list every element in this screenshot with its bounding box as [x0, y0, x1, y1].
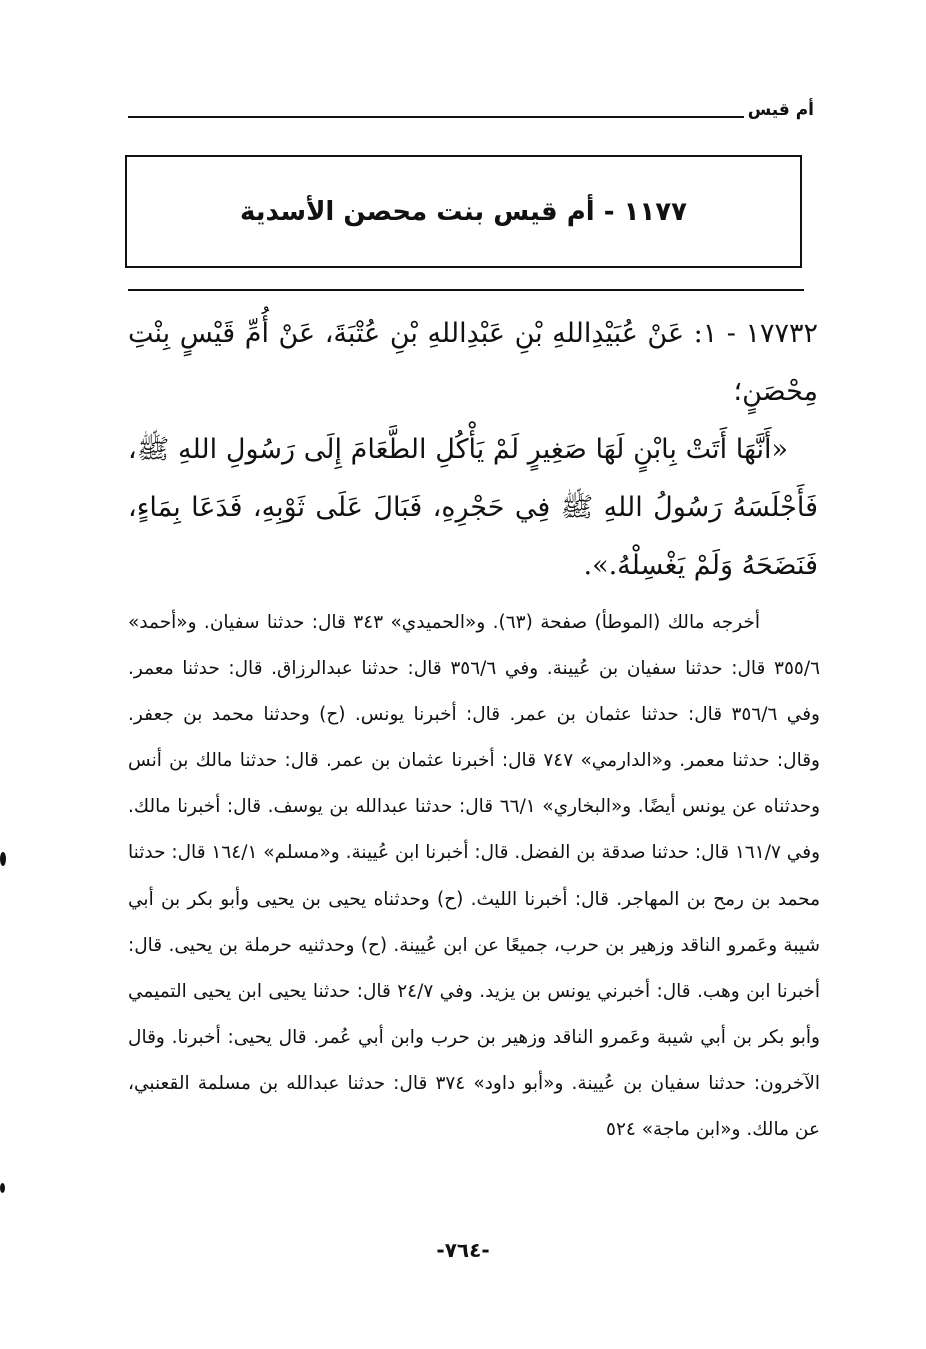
chapter-title: ١١٧٧ - أم قيس بنت محصن الأسدية: [239, 196, 688, 227]
hadith-matn: «أَنَّهَا أَتَتْ بِابْنٍ لَهَا صَغِيرٍ لَمْ يَأْكُلِ الطَّعَامَ إِلَى رَسُولِ اللهِ ﷺ، فَأَجْلَسَهُ رَسُولُ اللهِ ﷺ فِي حَجْرِهِ، فَبَالَ عَلَى ثَوْبِهِ، فَدَعَا بِمَاءٍ، فَنَضَحَهُ وَلَمْ يَغْسِلْهُ.».: [128, 434, 818, 581]
hadith-text: [128, 305, 818, 595]
page-number: -٧٦٤-: [436, 1238, 490, 1262]
scan-speck: [0, 852, 6, 866]
running-header-title: أم قيس: [747, 100, 814, 120]
chapter-title-box: [125, 155, 802, 268]
header-rule: [128, 116, 744, 118]
scan-speck: [0, 1183, 5, 1193]
takhrij-paragraph: أخرجه مالك (الموطأ) صفحة (٦٣). و«الحميدي» ٣٤٣ قال: حدثنا سفيان. و«أحمد» ٣٥٥/٦ قال: حدثنا سفيان بن عُيينة. وفي ٣٥٦/٦ قال: حدثنا عبدالرزاق. قال: حدثنا معمر. وفي ٣٥٦/٦ قال: حدثنا عثمان بن عمر. قال: أخبرنا يونس. (ح) وحدثنا محمد بن جعفر. وقال: حدثنا معمر. و«الدارمي» ٧٤٧ قال: أخبرنا عثمان بن عمر. قال: حدثنا مالك بن أنس وحدثناه عن يونس أيضًا. و«البخاري» ٦٦/١ قال: حدثنا عبدالله بن يوسف. قال: أخبرنا مالك. وفي ١٦١/٧ قال: حدثنا صدقة بن الفضل. قال: أخبرنا ابن عُيينة. و«مسلم» ١٦٤/١ قال: حدثنا محمد بن رمح بن المهاجر. قال: أخبرنا الليث. (ح) وحدثناه يحيى بن يحيى وأبو بكر بن أبي شيبة وعَمرو الناقد وزهير بن حرب، جميعًا عن ابن عُيينة. (ح) وحدثنيه حرملة بن يحيى. قال: أخبرنا ابن وهب. قال: أخبرني يونس بن يزيد. وفي ٢٤/٧ قال: حدثنا يحيى ابن يحيى التميمي وأبو بكر بن أبي شيبة وعَمرو الناقد وزهير بن حرب وابن أبي عُمر. قال يحيى: أخبرنا. وقال الآخرون: حدثنا سفيان بن عُيينة. و«أبو داود» ٣٧٤ قال: حدثنا عبدالله بن مسلمة القعنبي، عن مالك. و«ابن ماجة» ٥٢٤: [127, 612, 821, 1141]
running-header: [128, 98, 814, 132]
takhrij-notes: [128, 600, 820, 1153]
hadith-isnad: ١٧٧٣٢ - ١: عَنْ عُبَيْدِاللهِ بْنِ عَبْدِاللهِ بْنِ عُتْبَةَ، عَنْ أُمِّ قَيْسٍ بِنْتِ مِحْصَنٍ؛: [128, 318, 818, 407]
section-divider: [128, 289, 804, 291]
